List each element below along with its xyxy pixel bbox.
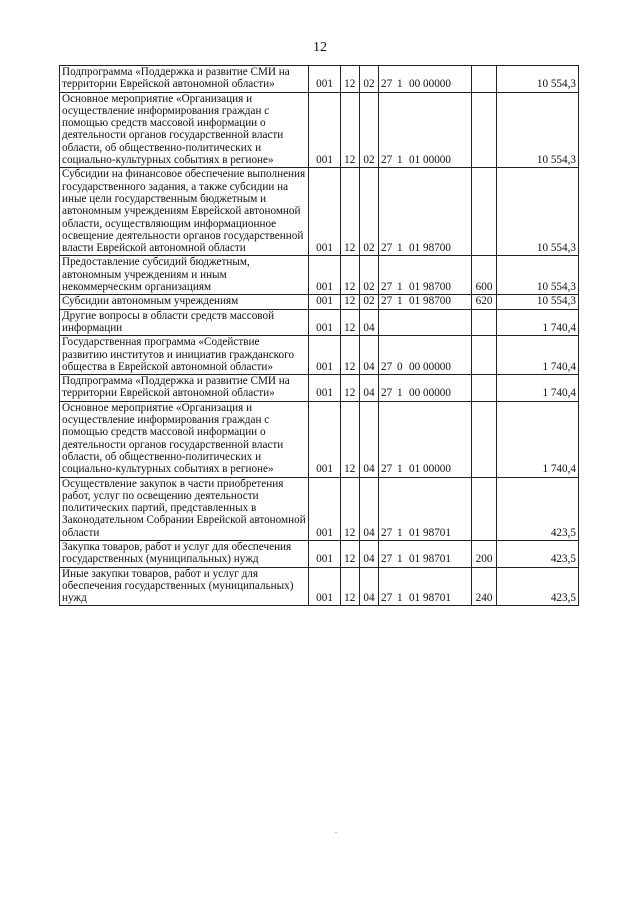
- amount: 10 554,3: [497, 295, 579, 309]
- program-code: 27: [381, 295, 393, 308]
- section-code: 12: [340, 256, 359, 295]
- table-row: [60, 540, 579, 567]
- table-row: [60, 375, 579, 402]
- expense-type-code: 240: [471, 567, 496, 606]
- admin-code: 001: [309, 66, 340, 93]
- subprogram-code: 0: [397, 360, 403, 373]
- item-code: 01 00000: [409, 463, 451, 476]
- row-name: Осуществление закупок в части приобретения работ, услуг по освещению деятельности политических партий, представленных в Законодательном Собрании Еврейской автономной области: [60, 477, 309, 540]
- amount: 1 740,4: [497, 336, 579, 375]
- subsection-code: 04: [359, 309, 378, 336]
- target-article-code: [379, 66, 472, 93]
- target-article-code: [379, 540, 472, 567]
- row-name: Основное мероприятие «Организация и осуществление информирования граждан с помощью средств массовой информации о деятельности органов государственной власти области, об общественно-политических и социально-культурных событиях в регионе»: [60, 401, 309, 477]
- target-article-code: [379, 567, 472, 606]
- admin-code: 001: [309, 168, 340, 256]
- target-article-code: [379, 295, 472, 309]
- row-name: Иные закупки товаров, работ и услуг для обеспечения государственных (муниципальных) нужд: [60, 567, 309, 606]
- subprogram-code: 1: [397, 242, 403, 255]
- program-code: 27: [381, 592, 393, 605]
- expense-type-code: [471, 66, 496, 93]
- amount: 10 554,3: [497, 92, 579, 168]
- program-code: 27: [381, 463, 393, 476]
- admin-code: 001: [309, 567, 340, 606]
- section-code: 12: [340, 336, 359, 375]
- program-code: 27: [381, 526, 393, 539]
- subprogram-code: 1: [397, 281, 403, 294]
- subsection-code: 02: [359, 295, 378, 309]
- amount: 10 554,3: [497, 168, 579, 256]
- expense-type-code: [471, 477, 496, 540]
- subprogram-code: 1: [397, 387, 403, 400]
- subprogram-code: 1: [397, 295, 403, 308]
- section-code: 12: [340, 375, 359, 402]
- budget-table-body: [60, 66, 579, 606]
- subsection-code: 02: [359, 66, 378, 93]
- item-code: 01 98700: [409, 295, 451, 308]
- expense-type-code: [471, 168, 496, 256]
- admin-code: 001: [309, 401, 340, 477]
- admin-code: 001: [309, 477, 340, 540]
- section-code: 12: [340, 477, 359, 540]
- admin-code: 001: [309, 336, 340, 375]
- expense-type-code: 200: [471, 540, 496, 567]
- table-row: [60, 66, 579, 93]
- target-article-code: [379, 336, 472, 375]
- target-article-code: [379, 92, 472, 168]
- admin-code: 001: [309, 309, 340, 336]
- admin-code: 001: [309, 92, 340, 168]
- subprogram-code: 1: [397, 526, 403, 539]
- item-code: 00 00000: [409, 387, 451, 400]
- table-row: [60, 295, 579, 309]
- subsection-code: 04: [359, 375, 378, 402]
- subprogram-code: 1: [397, 78, 403, 91]
- row-name: Подпрограмма «Поддержка и развитие СМИ на территории Еврейской автономной области»: [60, 66, 309, 93]
- section-code: 12: [340, 540, 359, 567]
- subsection-code: 04: [359, 477, 378, 540]
- subsection-code: 02: [359, 168, 378, 256]
- row-name: Подпрограмма «Поддержка и развитие СМИ на территории Еврейской автономной области»: [60, 375, 309, 402]
- subsection-code: 04: [359, 540, 378, 567]
- program-code: 27: [381, 242, 393, 255]
- program-code: 27: [381, 281, 393, 294]
- item-code: 01 98700: [409, 281, 451, 294]
- section-code: 12: [340, 567, 359, 606]
- table-row: [60, 336, 579, 375]
- row-name: Государственная программа «Содействие развитию институтов и инициатив гражданского общества в Еврейской автономной области»: [60, 336, 309, 375]
- expense-type-code: [471, 309, 496, 336]
- page-number: 12: [313, 40, 327, 55]
- expense-type-code: [471, 92, 496, 168]
- subprogram-code: 1: [397, 553, 403, 566]
- subsection-code: 04: [359, 567, 378, 606]
- target-article-code: [379, 256, 472, 295]
- item-code: 00 00000: [409, 360, 451, 373]
- subsection-code: 04: [359, 401, 378, 477]
- amount: 1 740,4: [497, 309, 579, 336]
- budget-table: [59, 65, 579, 606]
- section-code: 12: [340, 92, 359, 168]
- admin-code: 001: [309, 375, 340, 402]
- subprogram-code: 1: [397, 592, 403, 605]
- row-name: Субсидии на финансовое обеспечение выполнения государственного задания, а также субсидии на иные цели государственным бюджетным и автономным учреждениям Еврейской автономной области, осуществляющим информационное освещение деятельности органов государственной власти Еврейской автономной области: [60, 168, 309, 256]
- program-code: 27: [381, 78, 393, 91]
- program-code: 27: [381, 360, 393, 373]
- item-code: 01 98701: [409, 526, 451, 539]
- amount: 423,5: [497, 540, 579, 567]
- amount: 1 740,4: [497, 375, 579, 402]
- subprogram-code: 1: [397, 463, 403, 476]
- page-mark: .: [335, 826, 337, 835]
- row-name: Субсидии автономным учреждениям: [60, 295, 309, 309]
- table-row: [60, 567, 579, 606]
- table-row: [60, 477, 579, 540]
- expense-type-code: 620: [471, 295, 496, 309]
- expense-type-code: 600: [471, 256, 496, 295]
- amount: 423,5: [497, 477, 579, 540]
- item-code: 01 00000: [409, 154, 451, 167]
- subprogram-code: 1: [397, 154, 403, 167]
- amount: 10 554,3: [497, 66, 579, 93]
- expense-type-code: [471, 375, 496, 402]
- section-code: 12: [340, 295, 359, 309]
- row-name: Закупка товаров, работ и услуг для обеспечения государственных (муниципальных) нужд: [60, 540, 309, 567]
- row-name: Предоставление субсидий бюджетным, автономным учреждениям и иным некоммерческим организациям: [60, 256, 309, 295]
- amount: 1 740,4: [497, 401, 579, 477]
- subsection-code: 02: [359, 256, 378, 295]
- row-name: Другие вопросы в области средств массовой информации: [60, 309, 309, 336]
- admin-code: 001: [309, 256, 340, 295]
- item-code: 01 98700: [409, 242, 451, 255]
- amount: 423,5: [497, 567, 579, 606]
- table-row: [60, 92, 579, 168]
- admin-code: 001: [309, 540, 340, 567]
- item-code: 01 98701: [409, 553, 451, 566]
- target-article-code: [379, 401, 472, 477]
- program-code: 27: [381, 387, 393, 400]
- table-row: [60, 309, 579, 336]
- section-code: 12: [340, 401, 359, 477]
- section-code: 12: [340, 66, 359, 93]
- section-code: 12: [340, 309, 359, 336]
- row-name: Основное мероприятие «Организация и осуществление информирования граждан с помощью средств массовой информации о деятельности органов государственной власти области, об общественно-политических и социально-культурных событиях в регионе»: [60, 92, 309, 168]
- expense-type-code: [471, 336, 496, 375]
- table-row: [60, 256, 579, 295]
- subsection-code: 02: [359, 92, 378, 168]
- expense-type-code: [471, 401, 496, 477]
- target-article-code: [379, 309, 472, 336]
- amount: 10 554,3: [497, 256, 579, 295]
- program-code: 27: [381, 154, 393, 167]
- item-code: 01 98701: [409, 592, 451, 605]
- table-row: [60, 168, 579, 256]
- section-code: 12: [340, 168, 359, 256]
- target-article-code: [379, 168, 472, 256]
- item-code: 00 00000: [409, 78, 451, 91]
- program-code: 27: [381, 553, 393, 566]
- subsection-code: 04: [359, 336, 378, 375]
- table-row: [60, 401, 579, 477]
- admin-code: 001: [309, 295, 340, 309]
- target-article-code: [379, 375, 472, 402]
- target-article-code: [379, 477, 472, 540]
